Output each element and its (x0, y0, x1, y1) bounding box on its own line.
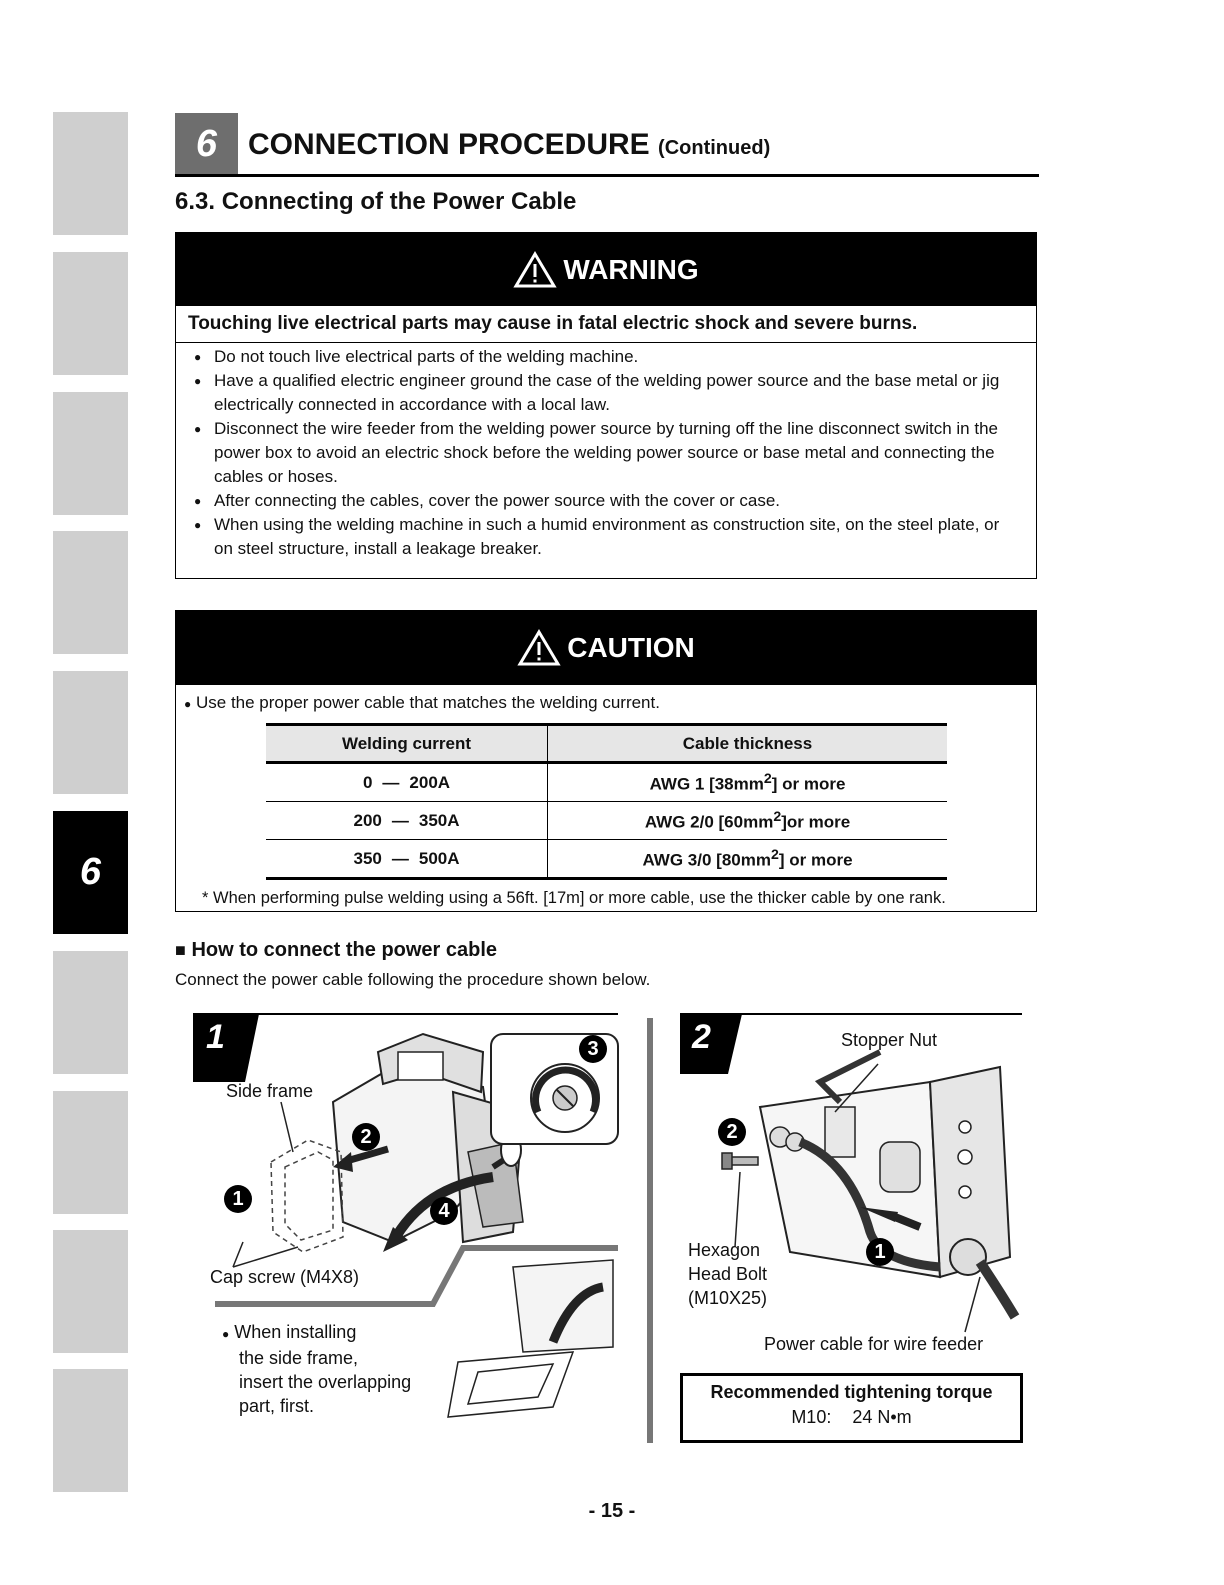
current-range (266, 763, 548, 802)
cable-text-end: ] or more (778, 850, 853, 870)
table-header-row (266, 725, 947, 763)
side-tab (53, 252, 128, 375)
warning-box (175, 232, 1037, 579)
side-tab-active: 6 (53, 811, 128, 934)
range-dash: — (391, 810, 409, 830)
torque-value: 24 N•m (852, 1407, 912, 1427)
marker-3: 3 (579, 1035, 607, 1063)
cable-thickness (548, 840, 948, 879)
howto-description: Connect the power cable following the procedure shown below. (175, 970, 651, 989)
caution-note: * When performing pulse welding using a 56ft. [17m] or more cable, use the thicker cable by one rank. (202, 889, 946, 907)
marker-2: 2 (352, 1123, 380, 1151)
marker-2-2: 2 (718, 1118, 746, 1146)
warning-item: ● After connecting the cables, cover the power source with the cover or case. (194, 489, 1020, 513)
power-cable-label: Power cable for wire feeder (764, 1334, 984, 1354)
cable-table (266, 723, 947, 880)
cable-text: AWG 1 [38mm (649, 774, 764, 794)
caution-title: CAUTION (567, 632, 695, 663)
cable-text-end: ]or more (781, 812, 851, 832)
cable-text: AWG 3/0 [80mm (642, 850, 771, 870)
marker-1: 1 (224, 1185, 252, 1213)
range-dash: — (382, 772, 400, 792)
caution-triangle-icon (517, 629, 561, 667)
torque-title: Recommended tightening torque (710, 1382, 993, 1402)
warning-title: WARNING (563, 253, 699, 285)
torque-box (680, 1373, 1023, 1443)
range-from: 200 (353, 810, 382, 830)
cable-thickness (548, 802, 948, 840)
side-tab (53, 1091, 128, 1214)
note-line-3: insert the overlapping (239, 1372, 412, 1392)
table-row (266, 840, 947, 879)
section-title (248, 128, 770, 162)
side-tab (53, 671, 128, 794)
torque-key: M10: (791, 1407, 832, 1427)
bullet-dot: ● (222, 1327, 230, 1341)
current-range (266, 840, 548, 879)
marker-4: 4 (430, 1197, 458, 1225)
figure-1-note (222, 1320, 411, 1418)
current-range (266, 802, 548, 840)
warning-summary: Touching live electrical parts may cause in fatal electric shock and severe burns. (176, 306, 1036, 343)
cable-sup: 2 (770, 846, 779, 863)
header-welding-current: Welding current (266, 725, 548, 763)
table-row (266, 763, 947, 802)
header-cable-thickness: Cable thickness (548, 725, 948, 763)
bullet-dot: ● (184, 697, 192, 711)
section-number: 6 (175, 113, 238, 175)
side-tab (53, 392, 128, 515)
caution-box (175, 610, 1037, 912)
side-frame-label: Side frame (226, 1081, 314, 1101)
torque-row (683, 1407, 1020, 1428)
caution-header (176, 611, 1036, 685)
figure-1-step-number: 1 (206, 1018, 225, 1056)
caution-intro-row (176, 685, 1036, 713)
note-line-1 (222, 1320, 411, 1346)
warning-item: ● Do not touch live electrical parts of the welding machine. (194, 345, 1020, 369)
howto-title: How to connect the power cable (191, 939, 498, 961)
warning-item: ● Have a qualified electric engineer ground the case of the welding power source and the base metal or jig electrically connected in accordance with a local law. (194, 369, 1020, 417)
marker-2-1: 1 (866, 1238, 894, 1266)
section-title-text: CONNECTION PROCEDURE (248, 128, 650, 161)
stopper-nut-label: Stopper Nut (841, 1030, 938, 1050)
range-from: 0 (362, 772, 373, 792)
warning-item: ● When using the welding machine in such a humid environment as construction site, on the steel plate, or on steel structure, install a leakage breaker. (194, 513, 1020, 561)
howto-title-row (175, 939, 497, 962)
side-tab (53, 1369, 128, 1492)
figure-2-step-number: 2 (692, 1018, 711, 1056)
warning-list (176, 343, 1036, 569)
cable-sup: 2 (763, 770, 772, 787)
cable-text: AWG 2/0 [60mm (644, 812, 774, 832)
page-number: - 15 - (588, 1500, 636, 1522)
side-tab (53, 1230, 128, 1353)
square-bullet-icon: ■ (175, 940, 186, 960)
figure-divider (647, 1018, 653, 1443)
caution-intro: Use the proper power cable that matches the welding current. (195, 693, 660, 712)
table-row (266, 802, 947, 840)
cable-text-end: ] or more (771, 774, 846, 794)
side-tab (53, 951, 128, 1074)
subsection-title: 6.3. Connecting of the Power Cable (175, 188, 577, 215)
warning-item: ● Disconnect the wire feeder from the welding power source by turning off the line disconnect switch in the power box to avoid an electric shock before the welding power source or base metal and connecting the cables or hoses. (194, 417, 1020, 489)
bolt-label (688, 1238, 767, 1310)
note-line-4: part, first. (239, 1396, 315, 1416)
range-dash: — (391, 848, 409, 868)
note-line-1-text: When installing (234, 1322, 357, 1342)
warning-triangle-icon (513, 251, 557, 289)
side-tab (53, 531, 128, 654)
note-line-2: the side frame, (239, 1348, 359, 1368)
cable-sup: 2 (773, 808, 782, 825)
warning-header (176, 233, 1036, 306)
section-rule (175, 174, 1039, 177)
bolt-label-line-2: Head Bolt (688, 1264, 768, 1284)
side-tab (53, 112, 128, 235)
range-to: 350A (418, 810, 460, 830)
bolt-label-line-3: (M10X25) (688, 1288, 768, 1308)
range-to: 200A (409, 772, 451, 792)
cable-thickness (548, 763, 948, 802)
section-continued: (Continued) (658, 137, 771, 159)
range-from: 350 (353, 848, 382, 868)
range-to: 500A (418, 848, 460, 868)
cap-screw-label: Cap screw (M4X8) (210, 1267, 360, 1287)
bolt-label-line-1: Hexagon (688, 1240, 761, 1260)
